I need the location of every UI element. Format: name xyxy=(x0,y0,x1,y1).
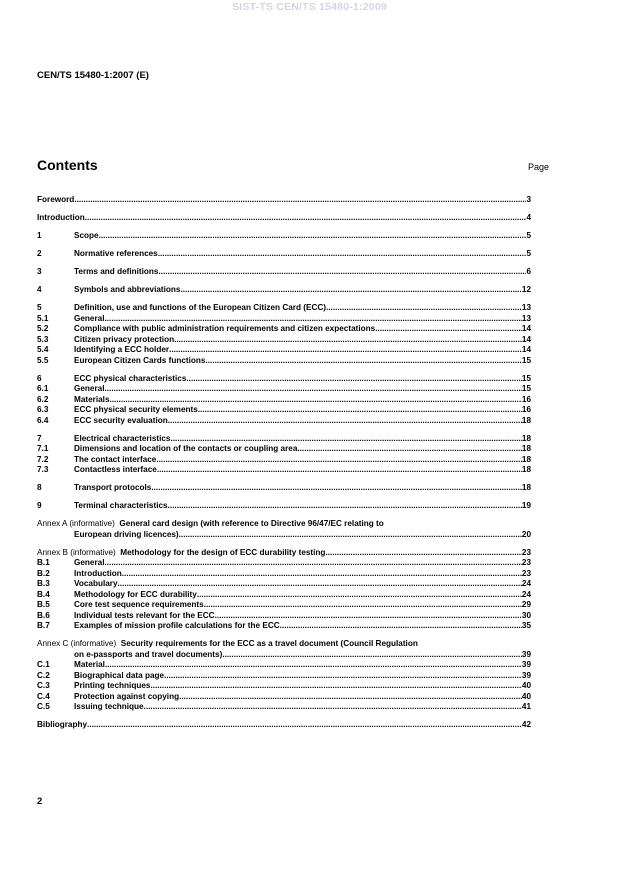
toc-section-number: 6.4 xyxy=(37,415,49,425)
toc-page-number: 41 xyxy=(521,702,531,711)
toc-section-number: 5.3 xyxy=(37,334,49,344)
toc-section-number: B.2 xyxy=(37,568,50,578)
toc-section-title: Issuing technique xyxy=(74,702,144,711)
toc-section-number: B.5 xyxy=(37,600,50,609)
toc-section-number: 4 xyxy=(37,285,42,294)
toc-section-number: 6.3 xyxy=(37,405,49,414)
toc-page-number: 3 xyxy=(526,195,531,204)
annex-b-tag: Annex B (informative) xyxy=(37,547,116,557)
toc-entry[interactable] xyxy=(37,590,531,601)
toc-leader-dots xyxy=(118,579,522,590)
toc-leader-dots xyxy=(158,249,527,260)
toc-leader-dots xyxy=(280,621,522,632)
toc-page-number: 15 xyxy=(521,355,531,365)
toc-section-title: General xyxy=(74,558,105,567)
toc-entry[interactable] xyxy=(37,465,531,476)
toc-page-number: 4 xyxy=(526,213,531,222)
toc-entry[interactable] xyxy=(37,692,531,703)
toc-section-title: Individual tests relevant for the ECC xyxy=(74,610,215,620)
toc-entry[interactable] xyxy=(37,621,531,632)
toc-page-number: 40 xyxy=(521,691,531,701)
toc-entry[interactable] xyxy=(37,569,531,580)
toc-page-number: 18 xyxy=(521,483,531,492)
toc-leader-dots xyxy=(99,231,527,242)
toc-page-number: 20 xyxy=(521,529,531,539)
toc-section-number: 9 xyxy=(37,501,42,510)
toc-leader-dots xyxy=(150,681,521,692)
toc-section-title: Materials xyxy=(74,394,110,404)
toc-page-number: 23 xyxy=(521,558,531,567)
toc-section-number: C.2 xyxy=(37,670,50,680)
toc-section-number: 3 xyxy=(37,267,42,276)
toc-section-title: ECC physical characteristics xyxy=(74,373,187,383)
toc-page-number: 39 xyxy=(521,670,531,680)
toc-entry[interactable] xyxy=(37,314,531,325)
toc-page-number: 12 xyxy=(521,285,531,294)
annex-a-title-line1: General card design (with reference to Directive 96/47/EC relating to xyxy=(119,519,384,528)
toc-section-number: 7.2 xyxy=(37,454,49,464)
toc-section-number: 6 xyxy=(37,373,42,383)
toc-leader-dots xyxy=(105,558,522,569)
toc-entry[interactable] xyxy=(37,405,531,416)
toc-leader-dots xyxy=(74,195,526,206)
toc-leader-dots xyxy=(169,345,522,356)
toc-page-number: 13 xyxy=(521,303,531,312)
toc-section-number: 6.1 xyxy=(37,384,49,393)
toc-entry[interactable] xyxy=(37,324,531,335)
toc-section-title: Scope xyxy=(74,231,99,240)
toc-section-title: Core test sequence requirements xyxy=(74,600,204,609)
toc-section-title: Identifying a ECC holder xyxy=(74,345,170,354)
toc-entry[interactable] xyxy=(37,416,531,427)
toc-annex-a-continuation[interactable] xyxy=(37,530,531,541)
toc-entry[interactable] xyxy=(37,501,531,512)
toc-page-number: 14 xyxy=(521,345,531,354)
toc-page-number: 19 xyxy=(521,501,531,510)
toc-entry[interactable] xyxy=(37,558,531,569)
toc-section-number: 7.3 xyxy=(37,465,49,474)
toc-section-number: B.6 xyxy=(37,610,50,620)
toc-section-number: B.1 xyxy=(37,558,50,567)
toc-leader-dots xyxy=(105,660,522,671)
toc-page-number: 42 xyxy=(521,720,531,729)
toc-section-number: 7 xyxy=(37,433,42,443)
toc-section-title: Terminal characteristics xyxy=(74,501,168,510)
toc-entry[interactable] xyxy=(37,455,531,466)
toc-section-title: Protection against copying xyxy=(74,691,180,701)
toc-entry[interactable] xyxy=(37,303,531,314)
bibliography-title: Bibliography xyxy=(37,720,88,729)
toc-page-number: 13 xyxy=(521,313,531,323)
toc-page-number: 5 xyxy=(526,249,531,258)
toc-leader-dots xyxy=(204,600,522,611)
toc-leader-dots xyxy=(156,455,522,466)
toc-page-number: 18 xyxy=(521,465,531,474)
toc-section-number: 5.1 xyxy=(37,313,49,323)
toc-section-number: C.4 xyxy=(37,691,50,701)
toc-page-number: 16 xyxy=(521,405,531,414)
toc-section-title: Transport protocols xyxy=(74,483,152,492)
toc-section-number: 5.4 xyxy=(37,345,49,354)
toc-leader-dots xyxy=(326,303,522,314)
toc-page-number: 16 xyxy=(521,394,531,404)
toc-section-number: 8 xyxy=(37,483,42,492)
toc-entry[interactable] xyxy=(37,444,531,455)
toc-leader-dots xyxy=(375,324,522,335)
toc-leader-dots xyxy=(110,395,522,406)
toc-section-number: B.3 xyxy=(37,579,50,588)
toc-page-number: 39 xyxy=(521,649,531,659)
toc-page-number: 29 xyxy=(521,600,531,609)
toc-section-number: 1 xyxy=(37,231,42,240)
toc-page-number: 35 xyxy=(521,621,531,630)
toc-leader-dots xyxy=(297,444,522,455)
toc-page-number: 6 xyxy=(526,267,531,276)
toc-section-title: ECC security evaluation xyxy=(74,415,168,425)
toc-section-title: Contactless interface xyxy=(74,465,157,474)
toc-entry[interactable] xyxy=(37,374,531,385)
toc-page-number: 15 xyxy=(521,373,531,383)
toc-leader-dots xyxy=(198,405,522,416)
toc-section-number: C.5 xyxy=(37,702,50,711)
toc-entry[interactable] xyxy=(37,285,531,296)
toc-section-title: Introduction xyxy=(37,213,85,222)
toc-leader-dots xyxy=(180,285,521,296)
toc-section-number: 5 xyxy=(37,303,42,312)
toc-section-title: Printing techniques xyxy=(74,681,151,690)
toc-entry[interactable] xyxy=(37,356,531,367)
toc-section-number: 7.1 xyxy=(37,444,49,453)
toc-leader-dots xyxy=(122,569,522,580)
toc-annex-a-heading[interactable] xyxy=(37,519,531,530)
toc-page-number: 18 xyxy=(521,415,531,425)
toc-section-title: Methodology for ECC durability xyxy=(74,589,197,599)
toc-entry[interactable] xyxy=(37,681,531,692)
toc-entry[interactable] xyxy=(37,213,531,224)
toc-annex-c-heading[interactable] xyxy=(37,639,531,650)
toc-section-title: Introduction xyxy=(74,568,122,578)
toc-section-title: Electrical characteristics xyxy=(74,433,171,443)
toc-annex-c-items xyxy=(37,660,531,713)
document-id: CEN/TS 15480-1:2007 (E) xyxy=(37,70,149,81)
toc-page-number: 24 xyxy=(521,589,531,599)
toc-entry[interactable] xyxy=(37,267,531,278)
annex-a-title-line2: European driving licences) xyxy=(74,529,179,539)
toc-leader-dots xyxy=(197,590,522,601)
toc-leader-dots xyxy=(105,384,522,395)
toc-annex-b-items xyxy=(37,558,531,632)
toc-leader-dots xyxy=(186,374,521,385)
toc-leader-dots xyxy=(168,501,522,512)
toc-section-title: Vocabulary xyxy=(74,579,118,588)
toc-annex-b-heading[interactable] xyxy=(37,548,531,559)
toc-entry[interactable] xyxy=(37,195,531,206)
toc-section-number: C.1 xyxy=(37,660,50,669)
toc-page-number: 30 xyxy=(521,610,531,620)
toc-leader-dots xyxy=(168,416,522,427)
toc-page-number: 18 xyxy=(521,433,531,443)
annex-c-tag: Annex C (informative) xyxy=(37,639,117,648)
page-column-label: Page xyxy=(527,162,549,172)
toc-section-title: Foreword xyxy=(37,195,75,204)
annex-c-title-line2: on e-passports and travel documents) xyxy=(74,649,223,659)
toc-leader-dots xyxy=(151,483,522,494)
annex-c-title-line1: Security requirements for the ECC as a travel document (Council Regulation xyxy=(120,639,418,648)
toc-page-number: 18 xyxy=(521,454,531,464)
toc-leader-dots xyxy=(157,465,522,476)
toc-page-number: 18 xyxy=(521,444,531,453)
toc-leader-dots xyxy=(205,356,521,367)
page-number: 2 xyxy=(37,796,43,807)
toc-section-title: Biographical data page xyxy=(74,670,165,680)
toc-page-number: 14 xyxy=(521,324,531,333)
toc-section-title: European Citizen Cards functions xyxy=(74,355,206,365)
toc-section-title: Citizen privacy protection xyxy=(74,334,175,344)
toc-section-title: The contact interface xyxy=(74,454,157,464)
toc-section-number: 2 xyxy=(37,249,42,258)
toc-page-number: 40 xyxy=(521,681,531,690)
toc-section-number: B.4 xyxy=(37,589,50,599)
toc-entry[interactable] xyxy=(37,335,531,346)
toc-section-number: C.3 xyxy=(37,681,50,690)
toc-leader-dots xyxy=(158,267,526,278)
toc-entry[interactable] xyxy=(37,579,531,590)
annex-b-title: Methodology for the design of ECC durability testing xyxy=(120,547,326,557)
toc-section-title: General xyxy=(74,384,105,393)
toc-section-title: Examples of mission profile calculations for the ECC xyxy=(74,621,280,630)
toc-section-title: Dimensions and location of the contacts or coupling area xyxy=(74,444,298,453)
contents-heading: Contents xyxy=(37,157,98,173)
toc-section-number: 6.2 xyxy=(37,394,49,404)
toc-section-number: 5.2 xyxy=(37,324,49,333)
watermark: SIST-TS CEN/TS 15480-1:2009 xyxy=(232,1,387,13)
toc-leader-dots xyxy=(215,611,522,622)
toc-annex-c-continuation[interactable] xyxy=(37,650,531,661)
toc-entry[interactable] xyxy=(37,483,531,494)
toc-page-number: 14 xyxy=(521,334,531,344)
toc-entry[interactable] xyxy=(37,395,531,406)
toc-page-number: 23 xyxy=(521,547,531,557)
toc-section-title: Material xyxy=(74,660,105,669)
toc-bibliography[interactable] xyxy=(37,720,531,731)
toc-section-title: Symbols and abbreviations xyxy=(74,285,181,294)
toc-section-title: ECC physical security elements xyxy=(74,405,198,414)
toc-page-number: 5 xyxy=(526,231,531,240)
toc-section-title: Compliance with public administration requirements and citizen expectations xyxy=(74,324,376,333)
table-of-contents xyxy=(37,195,531,731)
toc-entry[interactable] xyxy=(37,345,531,356)
toc-page-number: 23 xyxy=(521,568,531,578)
toc-section-number: 5.5 xyxy=(37,355,49,365)
toc-leader-dots xyxy=(171,434,522,445)
toc-entry[interactable] xyxy=(37,434,531,445)
annex-a-tag: Annex A (informative) xyxy=(37,519,115,528)
toc-entry[interactable] xyxy=(37,231,531,242)
toc-leader-dots xyxy=(179,692,522,703)
toc-entry[interactable] xyxy=(37,249,531,260)
toc-leader-dots xyxy=(164,671,522,682)
toc-section-title: Terms and definitions xyxy=(74,267,159,276)
toc-entry[interactable] xyxy=(37,600,531,611)
toc-section-number: B.7 xyxy=(37,621,50,630)
toc-entry[interactable] xyxy=(37,611,531,622)
toc-section-title: Definition, use and functions of the European Citizen Card (ECC) xyxy=(74,303,326,312)
toc-page-number: 15 xyxy=(521,384,531,393)
toc-leader-dots xyxy=(174,335,522,346)
toc-leader-dots xyxy=(144,702,522,713)
toc-leader-dots xyxy=(105,314,522,325)
toc-section-title: Normative references xyxy=(74,249,158,258)
toc-page-number: 24 xyxy=(521,579,531,588)
toc-entry[interactable] xyxy=(37,384,531,395)
toc-entry[interactable] xyxy=(37,702,531,713)
toc-entry[interactable] xyxy=(37,660,531,671)
toc-page-number: 39 xyxy=(521,660,531,669)
toc-section-title: General xyxy=(74,313,105,323)
toc-main-sections xyxy=(37,195,531,512)
toc-leader-dots xyxy=(85,213,527,224)
toc-entry[interactable] xyxy=(37,671,531,682)
